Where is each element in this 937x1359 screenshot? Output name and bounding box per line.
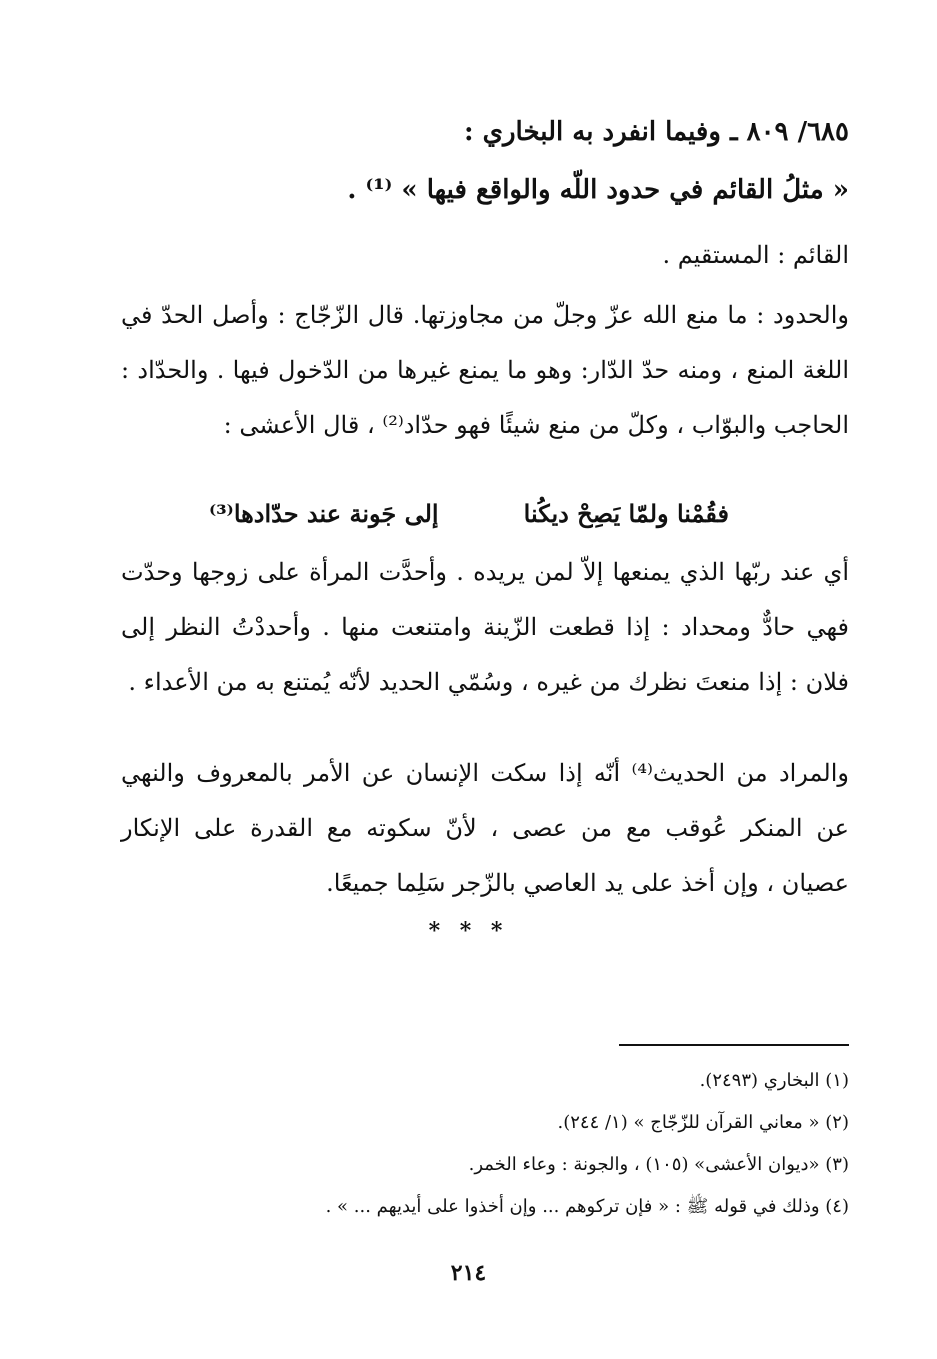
hadith-heading: ٦٨٥/ ٨٠٩ ـ وفيما انفرد به البخاري : [464,117,849,147]
hadith-text: « مثلُ القائم في حدود اللّه والواقع فيها » ⁽¹⁾ . [347,175,849,205]
paragraph-explanation: أي عند ربّها الذي يمنعها إلاّ لمن يريده . وأحدَّت المرأة على زوجها وحدّت فهي حادٌّ ومحداد : إذا قطعت الزّينة وامتنعت منها . وأحددْتُ النظر إلى فلان : إذا منعتَ نظرك من غيره ، وسُمّي الحديد لأنّه يُمتنع به من الأعداء . [121,558,849,696]
verse-second-hemistich: إلى جَونة عند حدّادها⁽³⁾ [209,499,439,528]
page-number: ٢١٤ [450,1260,487,1286]
section-separator: * * * [428,918,509,944]
verse-first-hemistich: فقُمْنا ولمّا يَصِحْ ديكُنا [523,499,729,528]
poetry-verse [209,492,729,536]
paragraph-definition: القائم : المستقيم . [662,241,849,269]
footnote-2: (٢) « معاني القرآن للزّجّاج » (١/ ٢٤٤). [557,1112,849,1133]
footnotes [109,1060,849,1228]
paragraph-meaning: والمراد من الحديث⁽⁴⁾ أنّه إذا سكت الإنسان عن الأمر بالمعروف والنهي عن المنكر عُوقب مع من عصى ، لأنّ سكوته مع القدرة على الإنكار عصيان ، وإن أخذ على يد العاصي بالزّجر سَلِما جميعًا. [121,759,849,897]
footnote-3: (٣) «ديوان الأعشى» (١٠٥) ، والجونة : وعاء الخمر. [468,1154,849,1175]
footnote-divider [619,1044,849,1046]
footnote-1: (١) البخاري (٢٤٩٣). [699,1070,849,1091]
paragraph-hudud: والحدود : ما منع الله عزّ وجلّ من مجاوزتها. قال الزّجّاج : وأصل الحدّ في اللغة المنع ، ومنه حدّ الدّار: وهو ما يمنع غيرها من الدّخول فيها . والحدّاد : الحاجب والبوّاب ، وكلّ من منع شيئًا فهو حدّاد⁽²⁾ ، قال الأعشى : [121,301,849,439]
footnote-4: (٤) وذلك في قوله ﷺ : « فإن تركوهم ... وإن أخذوا على أيديهم ... » . [325,1196,849,1217]
